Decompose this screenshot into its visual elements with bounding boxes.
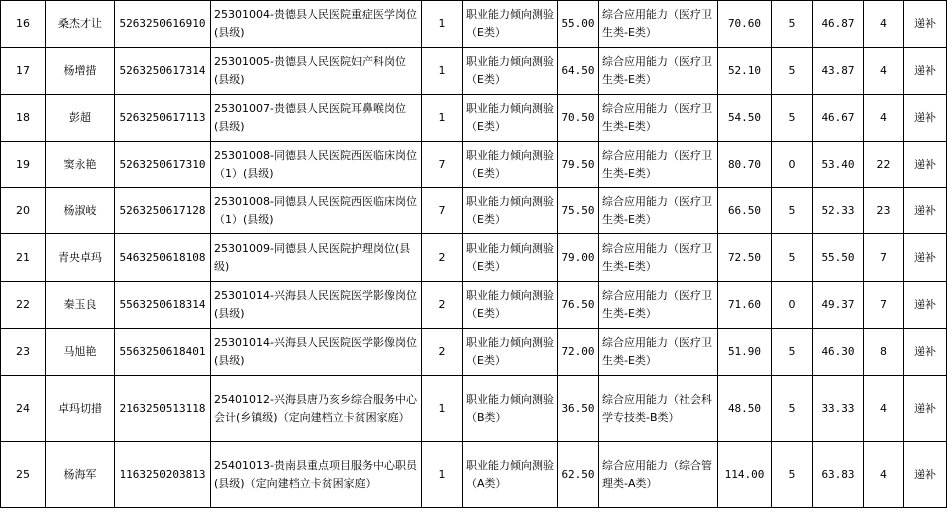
total-score: 55.50 [813,234,864,282]
row-number: 23 [1,329,46,376]
exam1-subject: 职业能力倾向测验（E类） [463,1,558,48]
quota: 7 [422,188,463,234]
row-number: 24 [1,376,46,442]
rank: 4 [864,1,904,48]
exam1-subject: 职业能力倾向测验（E类） [463,48,558,95]
table-row [1,188,947,234]
candidate-name: 马旭艳 [46,329,115,376]
ticket-number: 5263250616910 [115,1,211,48]
table-row [1,282,947,329]
row-number: 17 [1,48,46,95]
table-row [1,95,947,142]
ticket-number: 5263250617310 [115,142,211,188]
quota: 1 [422,376,463,442]
row-number: 22 [1,282,46,329]
exam1-score: 76.50 [558,282,599,329]
candidate-name: 秦玉良 [46,282,115,329]
position-name: 25301014-兴海县人民医院医学影像岗位(县级) [211,282,422,329]
exam2-score: 72.50 [718,234,772,282]
row-number: 25 [1,442,46,508]
exam1-score: 72.00 [558,329,599,376]
status: 递补 [904,282,947,329]
status: 递补 [904,95,947,142]
exam2-subject: 综合应用能力（医疗卫生类-E类） [599,142,718,188]
bonus-points: 5 [772,329,813,376]
position-name: 25301014-兴海县人民医院医学影像岗位(县级) [211,329,422,376]
bonus-points: 5 [772,1,813,48]
exam1-score: 75.50 [558,188,599,234]
ticket-number: 5263250617314 [115,48,211,95]
row-number: 18 [1,95,46,142]
total-score: 46.30 [813,329,864,376]
position-name: 25301004-贵德县人民医院重症医学岗位(县级) [211,1,422,48]
exam1-score: 79.50 [558,142,599,188]
table-row [1,142,947,188]
ticket-number: 1163250203813 [115,442,211,508]
total-score: 33.33 [813,376,864,442]
rank: 7 [864,234,904,282]
status: 递补 [904,329,947,376]
exam1-subject: 职业能力倾向测验（A类） [463,442,558,508]
exam2-score: 80.70 [718,142,772,188]
candidate-name: 桑杰才让 [46,1,115,48]
position-name: 25301005-贵德县人民医院妇产科岗位(县级) [211,48,422,95]
quota: 7 [422,142,463,188]
ticket-number: 5263250617128 [115,188,211,234]
total-score: 46.87 [813,1,864,48]
rank: 4 [864,442,904,508]
exam1-score: 55.00 [558,1,599,48]
exam1-subject: 职业能力倾向测验（B类） [463,376,558,442]
candidate-name: 杨增措 [46,48,115,95]
total-score: 53.40 [813,142,864,188]
position-name: 25401012-兴海县唐乃亥乡综合服务中心会计(乡镇级)（定向建档立卡贫困家庭） [211,376,422,442]
status: 递补 [904,142,947,188]
exam2-score: 114.00 [718,442,772,508]
quota: 2 [422,329,463,376]
bonus-points: 5 [772,234,813,282]
rank: 8 [864,329,904,376]
table-row [1,376,947,442]
row-number: 19 [1,142,46,188]
exam1-score: 64.50 [558,48,599,95]
status: 递补 [904,48,947,95]
quota: 1 [422,95,463,142]
table-body [1,1,947,508]
candidate-name: 窦永艳 [46,142,115,188]
quota: 1 [422,1,463,48]
status: 递补 [904,234,947,282]
ticket-number: 5263250617113 [115,95,211,142]
exam2-score: 52.10 [718,48,772,95]
table-row [1,48,947,95]
bonus-points: 5 [772,48,813,95]
exam1-score: 36.50 [558,376,599,442]
position-name: 25401013-贵南县重点项目服务中心职员(县级)（定向建档立卡贫困家庭） [211,442,422,508]
total-score: 52.33 [813,188,864,234]
ticket-number: 2163250513118 [115,376,211,442]
rank: 7 [864,282,904,329]
row-number: 20 [1,188,46,234]
total-score: 49.37 [813,282,864,329]
quota: 1 [422,48,463,95]
exam1-score: 70.50 [558,95,599,142]
exam1-score: 79.00 [558,234,599,282]
table-row [1,234,947,282]
exam2-subject: 综合应用能力（医疗卫生类-E类） [599,48,718,95]
exam1-subject: 职业能力倾向测验（E类） [463,282,558,329]
bonus-points: 5 [772,188,813,234]
ticket-number: 5563250618314 [115,282,211,329]
exam1-score: 62.50 [558,442,599,508]
position-name: 25301008-同德县人民医院西医临床岗位（1）(县级) [211,142,422,188]
exam2-subject: 综合应用能力（医疗卫生类-E类） [599,1,718,48]
quota: 2 [422,234,463,282]
bonus-points: 0 [772,142,813,188]
bonus-points: 5 [772,95,813,142]
status: 递补 [904,1,947,48]
exam2-subject: 综合应用能力（医疗卫生类-E类） [599,234,718,282]
candidate-name: 青央卓玛 [46,234,115,282]
exam1-subject: 职业能力倾向测验（E类） [463,234,558,282]
ticket-number: 5463250618108 [115,234,211,282]
exam2-score: 71.60 [718,282,772,329]
exam2-score: 66.50 [718,188,772,234]
candidate-name: 卓玛切措 [46,376,115,442]
exam2-subject: 综合应用能力（综合管理类-A类） [599,442,718,508]
candidate-name: 杨淑岐 [46,188,115,234]
row-number: 16 [1,1,46,48]
exam2-subject: 综合应用能力（医疗卫生类-E类） [599,282,718,329]
position-name: 25301008-同德县人民医院西医临床岗位（1）(县级) [211,188,422,234]
candidate-name: 彭超 [46,95,115,142]
exam1-subject: 职业能力倾向测验（E类） [463,142,558,188]
bonus-points: 5 [772,442,813,508]
ticket-number: 5563250618401 [115,329,211,376]
status: 递补 [904,188,947,234]
exam2-score: 70.60 [718,1,772,48]
candidate-name: 杨海军 [46,442,115,508]
exam2-score: 54.50 [718,95,772,142]
total-score: 46.67 [813,95,864,142]
exam1-subject: 职业能力倾向测验（E类） [463,95,558,142]
rank: 22 [864,142,904,188]
exam2-subject: 综合应用能力（医疗卫生类-E类） [599,188,718,234]
position-name: 25301009-同德县人民医院护理岗位(县级) [211,234,422,282]
table-row [1,329,947,376]
exam2-score: 51.90 [718,329,772,376]
rank: 4 [864,48,904,95]
exam2-subject: 综合应用能力（医疗卫生类-E类） [599,329,718,376]
row-number: 21 [1,234,46,282]
table-row [1,442,947,508]
exam2-score: 48.50 [718,376,772,442]
bonus-points: 5 [772,376,813,442]
position-name: 25301007-贵德县人民医院耳鼻喉岗位(县级) [211,95,422,142]
bonus-points: 0 [772,282,813,329]
exam1-subject: 职业能力倾向测验（E类） [463,329,558,376]
rank: 23 [864,188,904,234]
rank: 4 [864,376,904,442]
table-row [1,1,947,48]
rank: 4 [864,95,904,142]
exam2-subject: 综合应用能力（医疗卫生类-E类） [599,95,718,142]
total-score: 43.87 [813,48,864,95]
total-score: 63.83 [813,442,864,508]
exam2-subject: 综合应用能力（社会科学专技类-B类） [599,376,718,442]
status: 递补 [904,442,947,508]
quota: 1 [422,442,463,508]
status: 递补 [904,376,947,442]
exam1-subject: 职业能力倾向测验（E类） [463,188,558,234]
quota: 2 [422,282,463,329]
